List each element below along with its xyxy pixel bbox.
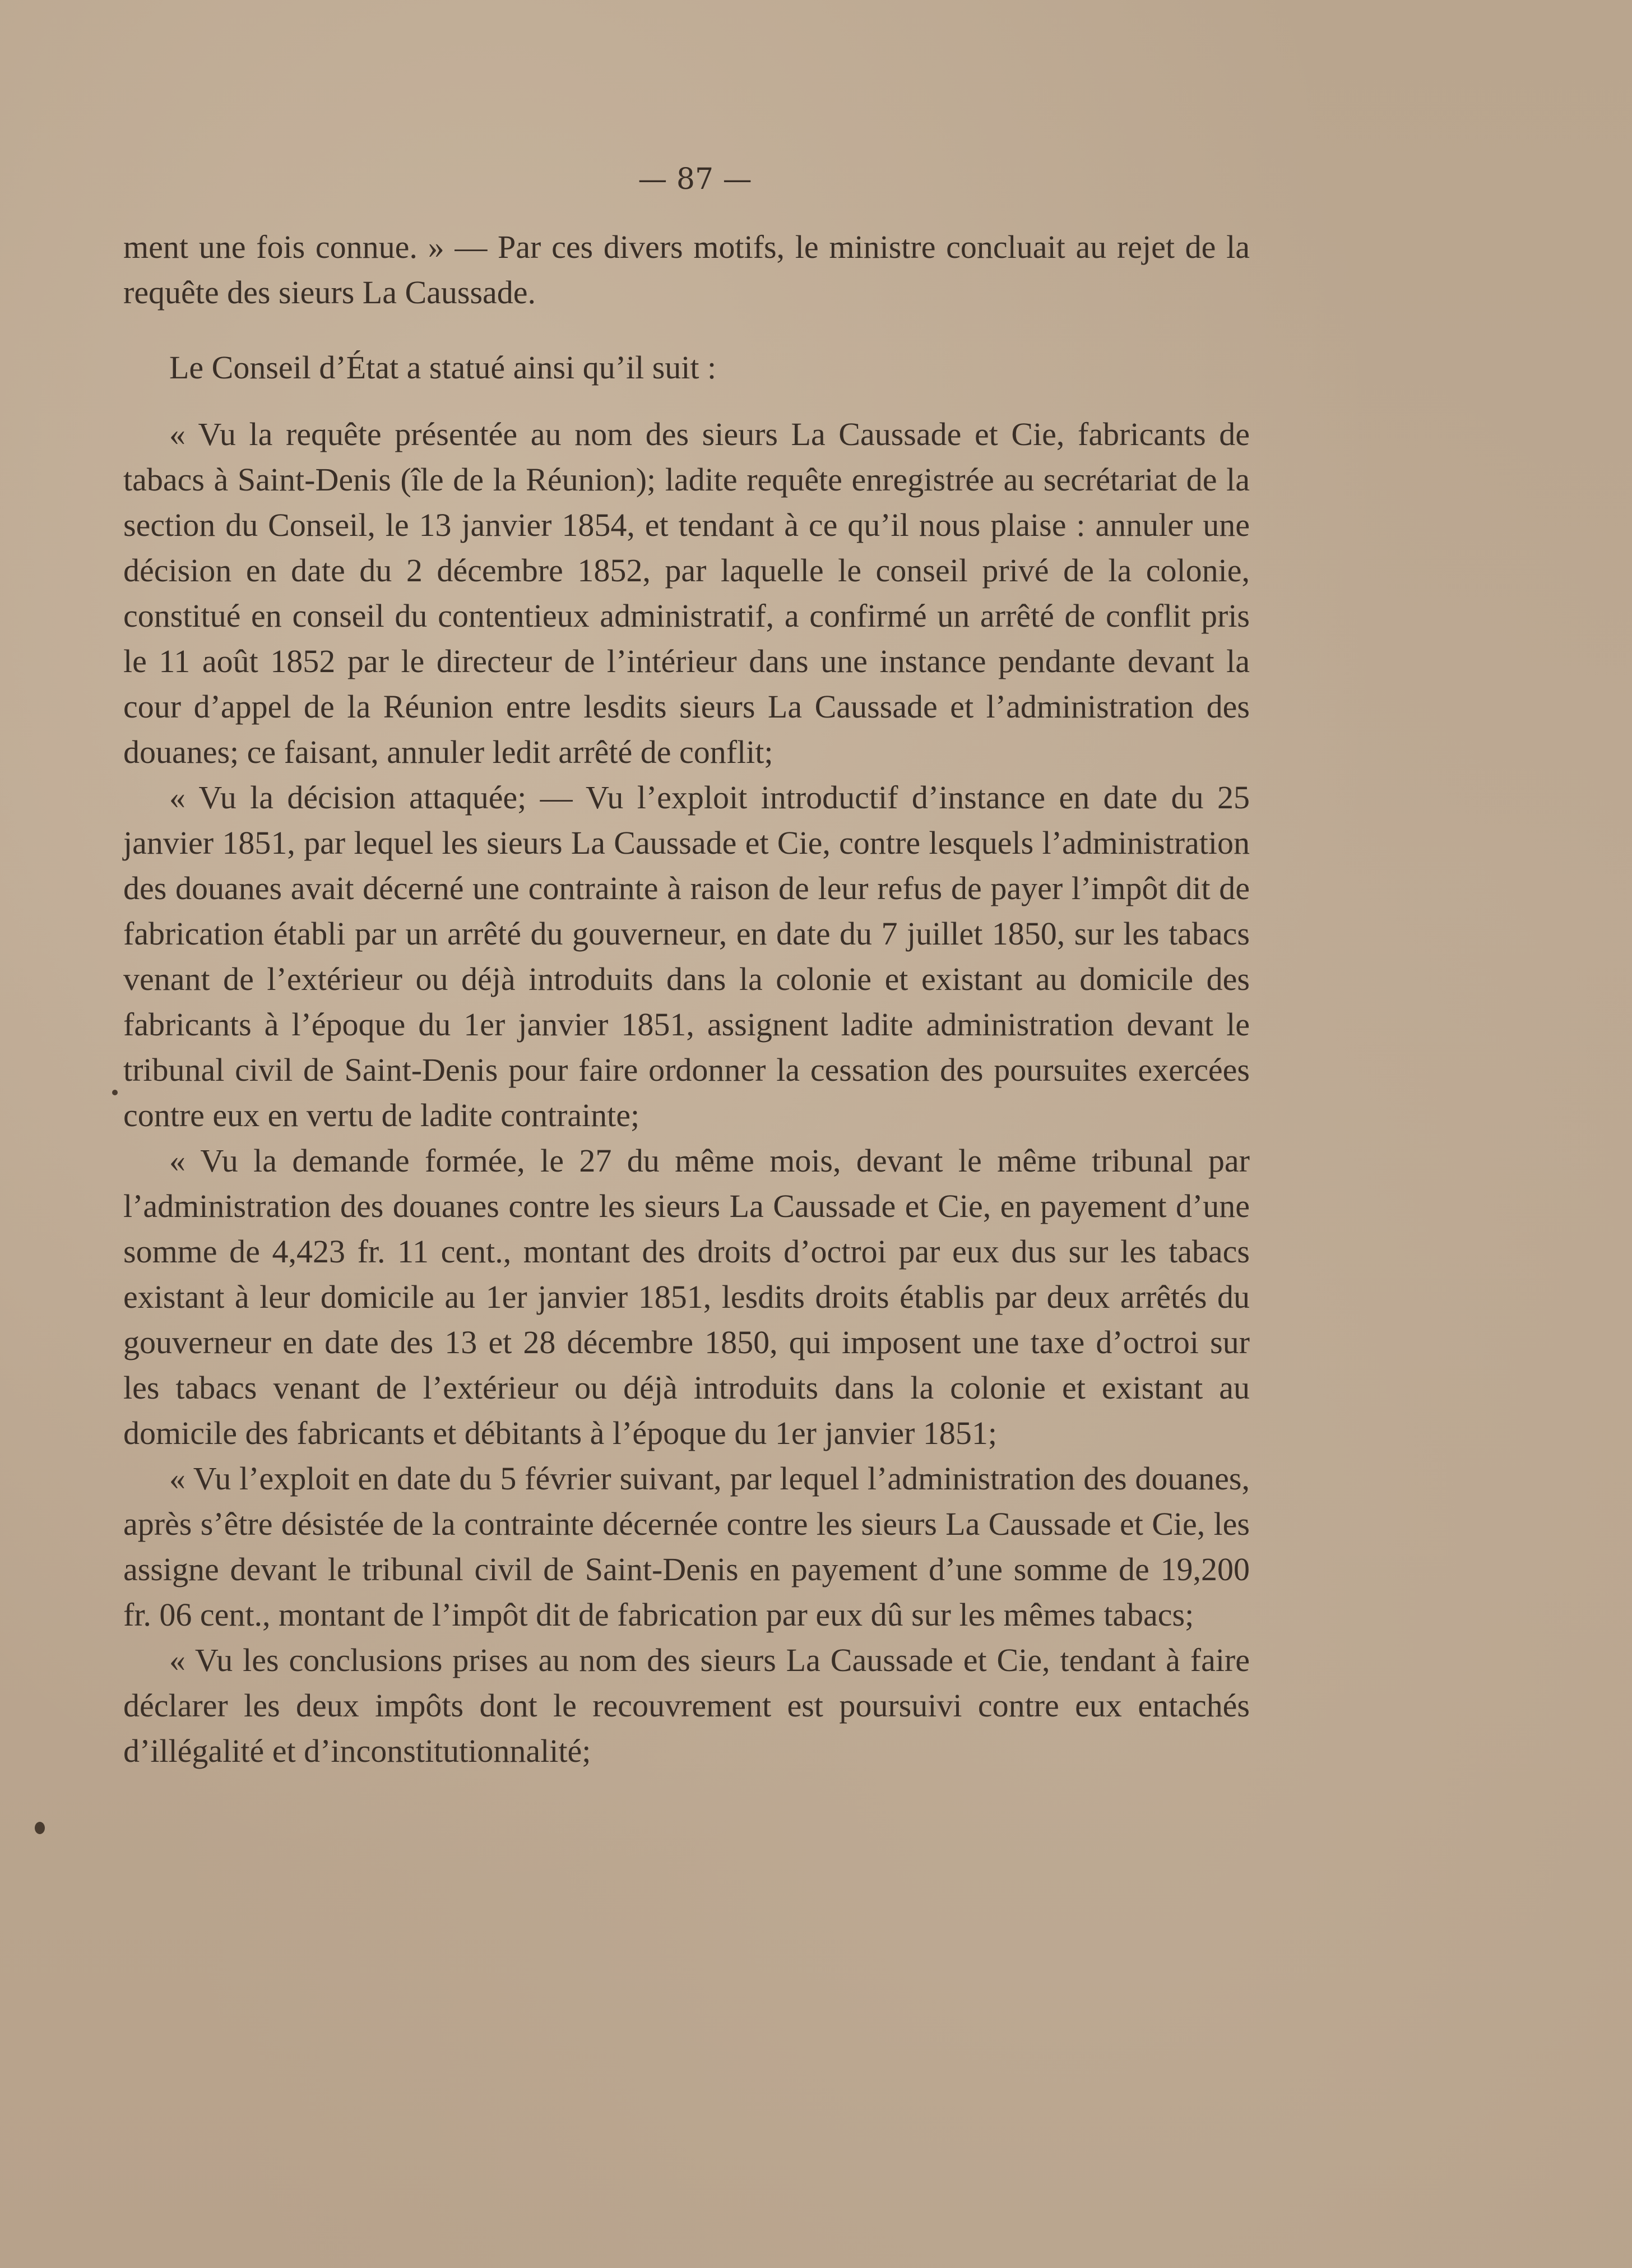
paragraph-vu-demande: « Vu la demande formée, le 27 du même mois, devant le même tribunal par l’administration des douanes contre les sieurs La Caussade et Cie, en payement d’une somme de 4,423 fr. 11 cent., montant des droits d’octroi par eux dus sur les tabacs existant à leur domicile au 1er janvier 1851, lesdits droits établis par deux arrêtés du gouverneur en date des 13 et 28 décembre 1850, qui imposent une taxe d’octroi sur les tabacs venant de l’extérieur ou déjà introduits dans la colonie et existant au domicile des fabricants et débitants à l’époque du 1er janvier 1851; (123, 1142, 1250, 1451)
paragraph-vu-exploit: « Vu l’exploit en date du 5 février suivant, par lequel l’administration des douanes, après s’être désistée de la contrainte décernée contre les sieurs La Caussade et Cie, les assigne devant le tribunal civil de Saint-Denis en payement d’une somme de 19,200 fr. 06 cent., montant de l’impôt dit de fabrication par eux dû sur les mêmes tabacs; (123, 1460, 1250, 1633)
body-text (123, 224, 1250, 1774)
paragraph-vu-conclusions: « Vu les conclusions prises au nom des sieurs La Caussade et Cie, tendant à faire déclarer les deux impôts dont le recouvrement est poursuivi contre eux entachés d’illégalité et d’inconstitutionnalité; (123, 1642, 1250, 1769)
ink-speck (112, 1090, 118, 1095)
page-number: — 87 — (638, 163, 752, 196)
paragraph-continuation: ment une fois connue. » — Par ces divers motifs, le ministre concluait au rejet de la requête des sieurs La Caussade. (123, 229, 1250, 311)
paragraph-vu-requete: « Vu la requête présentée au nom des sieurs La Caussade et Cie, fabricants de tabacs à Saint-Denis (île de la Réunion); ladite requête enregistrée au secrétariat de la section du Conseil, le 13 janvier 1854, et tendant à ce qu’il nous plaise : annuler une décision en date du 2 décembre 1852, par laquelle le conseil privé de la colonie, constitué en conseil du contentieux administratif, a confirmé un arrêté de conflit pris le 11 août 1852 par le directeur de l’intérieur dans une instance pendante devant la cour d’appel de la Réunion entre lesdits sieurs La Caussade et l’administration des douanes; ce faisant, annuler ledit arrêté de conflit; (123, 416, 1250, 770)
paragraph-vu-decision: « Vu la décision attaquée; — Vu l’exploit introductif d’instance en date du 25 janvier 1851, par lequel les sieurs La Caussade et Cie, contre lesquels l’administration des douanes avait décerné une contrainte à raison de leur refus de payer l’impôt dit de fabrication établi par un arrêté du gouverneur, en date du 7 juillet 1850, sur les tabacs venant de l’extérieur ou déjà introduits dans la colonie et existant au domicile des fabricants à l’époque du 1er janvier 1851, assignent ladite administration devant le tribunal civil de Saint-Denis pour faire ordonner la cessation des poursuites exercées contre eux en vertu de ladite contrainte; (123, 779, 1250, 1133)
paragraph-conseil-statement: Le Conseil d’État a statué ainsi qu’il suit : (169, 349, 717, 386)
ink-speck (35, 1822, 45, 1834)
